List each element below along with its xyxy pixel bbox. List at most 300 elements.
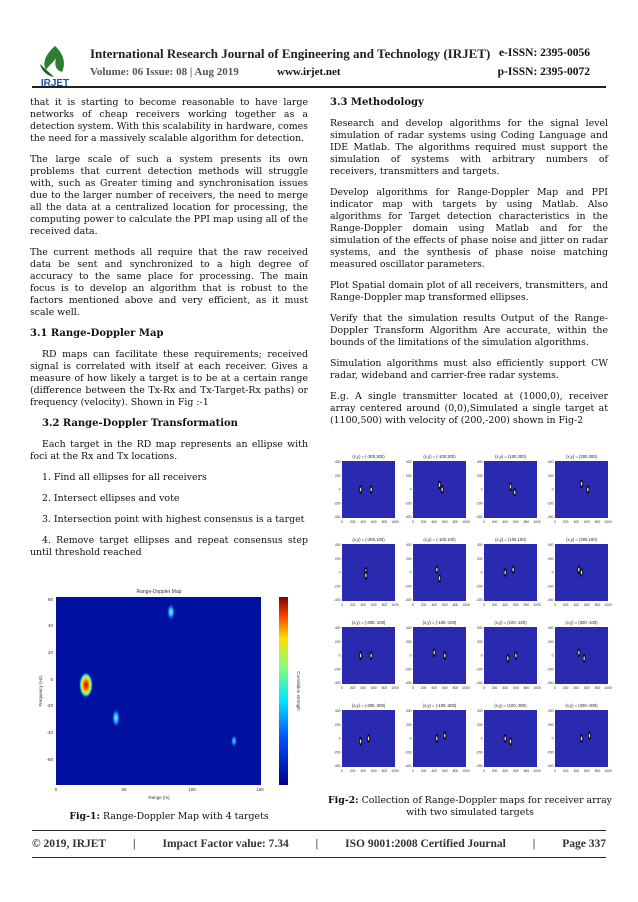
rd-panel-title: (x,y) = (100,-100) (494, 620, 527, 625)
rd-x-tick: 0 (554, 603, 556, 607)
rd-x-tick: 0 (341, 686, 343, 690)
impact-factor: Impact Factor value: 7.34 (162, 838, 289, 850)
rd-y-tick: -400 (404, 681, 412, 685)
paragraph: Research and develop algorithms for the signal level simulation of radar systems using Coding Language and IDE Matlab. The algorithms required must support the simulation of systems with arbitrary numbers of receivers, transmitters and targets. (330, 118, 608, 177)
rd-panel-plot-area (484, 544, 537, 601)
rd-y-tick: 200 (334, 473, 341, 478)
rd-x-tick: 1000 (462, 603, 470, 607)
rd-x-tick: 800 (523, 520, 530, 524)
rd-panel (334, 454, 399, 524)
rd-y-tick: -200 (546, 750, 554, 755)
paragraph: E.g. A single transmitter located at (1000,0), receiver array centered around (0,0),Simulated a single target at (1100,500) with velocity of (200,-200) shown in Fig-2 (330, 391, 608, 426)
svg-text:40: 40 (47, 623, 53, 628)
rd-y-tick: 200 (334, 639, 341, 644)
rd-x-tick: 0 (412, 769, 414, 773)
rd-y-tick: -200 (475, 750, 483, 755)
rd-target-core (439, 483, 440, 487)
rd-x-tick: 200 (420, 520, 427, 524)
rd-x-tick: 0 (412, 686, 414, 690)
rd-target-core (370, 654, 371, 658)
fig1-target-blob (167, 604, 175, 620)
rd-panel-title: (x,y) = (300,100) (566, 537, 597, 542)
rd-panel-title: (x,y) = (300,-300) (565, 703, 598, 708)
paragraph: Each target in the RD map represents an ellipse with foci at the Rx and Tx locations. (30, 439, 308, 462)
rd-x-tick: 400 (573, 769, 580, 773)
rd-y-tick: 200 (405, 722, 412, 727)
rd-x-tick: 200 (562, 769, 569, 773)
rd-y-tick: -400 (475, 598, 483, 602)
svg-text:-20: -20 (46, 703, 53, 708)
rd-panel-plot-area (413, 627, 466, 684)
rd-y-tick: 400 (334, 543, 341, 547)
rd-x-tick: 600 (583, 686, 590, 690)
rd-x-tick: 600 (583, 603, 590, 607)
rd-y-tick: 200 (476, 639, 483, 644)
rd-y-tick: 200 (547, 473, 554, 478)
rd-panel (334, 703, 399, 773)
rd-y-tick: 200 (405, 556, 412, 561)
rd-y-tick: 200 (476, 473, 483, 478)
rd-panel (547, 454, 612, 524)
rd-x-tick: 1000 (533, 769, 541, 773)
rd-y-tick: -400 (546, 764, 554, 768)
rd-y-tick: 0 (480, 653, 483, 658)
rd-y-tick: 0 (338, 653, 341, 658)
paragraph: The current methods all require that the raw received data be sent and synchronized to a high degree of accuracy to the same place for processing. The main focus is to develop an algorithm that is robust to the factors mentioned above and very efficient, as it must scale well. (30, 247, 308, 318)
rd-target-core (360, 739, 361, 743)
rd-panel-title: (x,y) = (100,100) (495, 537, 526, 542)
rd-x-tick: 200 (491, 603, 498, 607)
rd-x-tick: 800 (594, 603, 601, 607)
rd-x-tick: 600 (370, 769, 377, 773)
rd-panel-title: (x,y) = (100,300) (495, 454, 526, 459)
rd-panel-title: (x,y) = (300,300) (566, 454, 597, 459)
rd-x-tick: 200 (491, 520, 498, 524)
rd-target-core (512, 568, 513, 572)
rd-x-tick: 600 (370, 603, 377, 607)
rd-target-core (507, 656, 508, 660)
copyright: © 2019, IRJET (32, 838, 107, 850)
rd-x-tick: 1000 (391, 603, 399, 607)
rd-panel-title: (x,y) = (-300,-300) (351, 703, 386, 708)
rd-y-tick: -400 (475, 515, 483, 519)
rd-panel-title: (x,y) = (-100,100) (423, 537, 456, 542)
rd-panel-title: (x,y) = (-100,-300) (422, 703, 457, 708)
rd-y-tick: 0 (551, 570, 554, 575)
fig1-title: Range-Doppler Map (136, 589, 182, 595)
rd-x-tick: 1000 (462, 769, 470, 773)
paragraph: RD maps can facilitate these requirements; received signal is correlated with itself at each receiver. Gives a measure of how likely a target is to be at a certain range (difference between the Tx-Rx and Tx-Target-Rx paths) or frequency (velocity). Shown in Fig :-1 (30, 349, 308, 408)
pissn: p-ISSN: 2395-0072 (497, 66, 590, 78)
rd-panel-title: (x,y) = (-300,300) (352, 454, 385, 459)
rd-x-tick: 400 (502, 520, 509, 524)
rd-y-tick: -200 (475, 584, 483, 589)
list-item: 1. Find all ellipses for all receivers (42, 472, 207, 483)
rd-target-core (439, 576, 440, 580)
rd-x-tick: 600 (512, 769, 519, 773)
rd-x-tick: 200 (349, 686, 356, 690)
fig1-caption (34, 811, 304, 823)
section-heading-3-1: 3.1 Range-Doppler Map (30, 328, 164, 339)
rd-target-core (581, 482, 582, 486)
rd-target-core (444, 734, 445, 738)
rd-y-tick: -400 (333, 515, 341, 519)
rd-panel-title: (x,y) = (300,-100) (565, 620, 598, 625)
svg-text:-40: -40 (46, 730, 53, 735)
list-item: 2. Intersect ellipses and vote (42, 493, 180, 504)
rd-panel-plot-area (555, 627, 608, 684)
rd-y-tick: 0 (551, 487, 554, 492)
rd-x-tick: 1000 (604, 520, 612, 524)
rd-y-tick: -200 (404, 501, 412, 506)
rd-panel (405, 454, 470, 524)
rd-target-core (505, 737, 506, 741)
volume-issue: Volume: 06 Issue: 08 | Aug 2019 (90, 66, 239, 78)
rd-panel-plot-area (413, 710, 466, 767)
rd-panel-title: (x,y) = (-300,-100) (351, 620, 386, 625)
rd-y-tick: 200 (476, 556, 483, 561)
separator: | (315, 838, 319, 850)
rd-x-tick: 800 (381, 603, 388, 607)
rd-x-tick: 1000 (604, 603, 612, 607)
rd-y-tick: -200 (404, 667, 412, 672)
rd-x-tick: 200 (349, 603, 356, 607)
rd-x-tick: 600 (441, 686, 448, 690)
header-divider (32, 86, 606, 88)
rd-x-tick: 400 (360, 520, 367, 524)
svg-text:100: 100 (188, 787, 196, 792)
rd-x-tick: 600 (370, 520, 377, 524)
svg-text:0: 0 (54, 787, 58, 792)
rd-target-core (444, 654, 445, 658)
rd-y-tick: -200 (475, 667, 483, 672)
rd-x-tick: 1000 (533, 520, 541, 524)
rd-y-tick: 400 (476, 626, 483, 630)
rd-y-tick: 400 (547, 626, 554, 630)
rd-x-tick: 400 (360, 769, 367, 773)
rd-x-tick: 400 (431, 769, 438, 773)
rd-target-core (578, 568, 579, 572)
rd-y-tick: 400 (405, 626, 412, 630)
rd-x-tick: 1000 (604, 686, 612, 690)
rd-x-tick: 400 (360, 686, 367, 690)
rd-x-tick: 800 (523, 603, 530, 607)
rd-x-tick: 1000 (604, 769, 612, 773)
rd-target-core (581, 737, 582, 741)
rd-y-tick: -200 (546, 667, 554, 672)
page-footer (32, 838, 606, 850)
rd-y-tick: 400 (547, 460, 554, 464)
rd-x-tick: 800 (381, 769, 388, 773)
fig1-colorbar (279, 597, 288, 785)
rd-y-tick: 200 (334, 722, 341, 727)
fig1-target-blob (112, 709, 120, 727)
rd-target-core (436, 568, 437, 572)
rd-x-tick: 0 (483, 769, 485, 773)
rd-target-core (581, 571, 582, 575)
paragraph: Verify that the simulation results Output of the Range-Doppler Transform Algorithm Are accurate, within the bounds of the limitations of the simulation algorithms. (330, 313, 608, 348)
rd-x-tick: 800 (594, 769, 601, 773)
rd-x-tick: 600 (441, 769, 448, 773)
rd-x-tick: 400 (431, 520, 438, 524)
rd-panel-title: (x,y) = (-100,-100) (422, 620, 457, 625)
rd-panel (547, 703, 612, 773)
rd-target-core (441, 488, 442, 492)
rd-panel (476, 454, 541, 524)
rd-y-tick: 0 (338, 570, 341, 575)
rd-y-tick: 200 (547, 722, 554, 727)
rd-x-tick: 200 (562, 520, 569, 524)
rd-y-tick: -400 (333, 764, 341, 768)
fig2-caption (328, 795, 612, 819)
rd-panel (476, 703, 541, 773)
iso-certification: ISO 9001:2008 Certified Journal (345, 838, 506, 850)
rd-panel-title: (x,y) = (-100,300) (423, 454, 456, 459)
irjet-logo (34, 44, 76, 88)
range-doppler-map-figure (34, 585, 304, 803)
section-heading-3-2: 3.2 Range-Doppler Transformation (42, 418, 238, 429)
rd-y-tick: -200 (333, 667, 341, 672)
rd-x-tick: 0 (412, 603, 414, 607)
rd-x-tick: 0 (341, 520, 343, 524)
rd-x-tick: 600 (512, 520, 519, 524)
rd-x-tick: 400 (573, 686, 580, 690)
rd-target-core (589, 734, 590, 738)
rd-x-tick: 0 (554, 769, 556, 773)
rd-x-tick: 1000 (462, 686, 470, 690)
rd-y-tick: 0 (409, 570, 412, 575)
rd-x-tick: 0 (554, 686, 556, 690)
rd-x-tick: 200 (562, 603, 569, 607)
right-column (330, 97, 608, 436)
rd-y-tick: 200 (405, 639, 412, 644)
rd-x-tick: 200 (349, 769, 356, 773)
footer-divider (32, 830, 606, 831)
rd-x-tick: 200 (420, 603, 427, 607)
rd-y-tick: 200 (547, 639, 554, 644)
rd-target-core (583, 656, 584, 660)
rd-x-tick: 200 (491, 686, 498, 690)
rd-y-tick: -200 (404, 750, 412, 755)
rd-y-tick: 200 (547, 556, 554, 561)
svg-text:20: 20 (47, 650, 53, 655)
rd-y-tick: -200 (546, 584, 554, 589)
rd-x-tick: 200 (491, 769, 498, 773)
rd-x-tick: 0 (483, 686, 485, 690)
eissn: e-ISSN: 2395-0056 (498, 47, 590, 59)
rd-target-core (434, 651, 435, 655)
rd-x-tick: 200 (420, 769, 427, 773)
rd-x-tick: 200 (349, 520, 356, 524)
svg-text:IRJET: IRJET (40, 78, 70, 88)
page-number: Page 337 (562, 838, 606, 850)
rd-panel (476, 537, 541, 607)
range-doppler-grid-figure (328, 450, 612, 783)
rd-target-core (360, 488, 361, 492)
rd-x-tick: 400 (502, 769, 509, 773)
rd-x-tick: 1000 (533, 603, 541, 607)
svg-text:150: 150 (256, 787, 264, 792)
rd-x-tick: 800 (452, 603, 459, 607)
rd-y-tick: -200 (333, 584, 341, 589)
rd-panel-title: (x,y) = (100,-300) (494, 703, 527, 708)
rd-y-tick: 400 (334, 460, 341, 464)
journal-url[interactable]: www.irjet.net (277, 66, 341, 78)
rd-x-tick: 400 (360, 603, 367, 607)
rd-x-tick: 800 (452, 686, 459, 690)
rd-x-tick: 600 (441, 520, 448, 524)
rd-y-tick: -400 (546, 681, 554, 685)
rd-y-tick: 0 (480, 570, 483, 575)
rd-x-tick: 1000 (391, 686, 399, 690)
rd-x-tick: 0 (412, 520, 414, 524)
rd-y-tick: -200 (546, 501, 554, 506)
rd-x-tick: 0 (554, 520, 556, 524)
rd-x-tick: 1000 (462, 520, 470, 524)
rd-y-tick: 400 (547, 543, 554, 547)
rd-x-tick: 800 (523, 769, 530, 773)
rd-x-tick: 0 (341, 603, 343, 607)
rd-y-tick: -200 (333, 501, 341, 506)
rd-y-tick: 400 (547, 709, 554, 713)
rd-y-tick: -400 (404, 598, 412, 602)
rd-x-tick: 1000 (533, 686, 541, 690)
rd-y-tick: -400 (404, 515, 412, 519)
rd-x-tick: 800 (381, 686, 388, 690)
rd-panel-plot-area (484, 627, 537, 684)
rd-x-tick: 400 (431, 603, 438, 607)
rd-y-tick: 400 (405, 543, 412, 547)
fig1-xlabel: Range (m) (148, 795, 170, 800)
rd-panel-plot-area (413, 461, 466, 518)
rd-target-core (510, 739, 511, 743)
rd-y-tick: 0 (409, 487, 412, 492)
separator: | (532, 838, 536, 850)
rd-panel (334, 620, 399, 690)
rd-target-core (505, 571, 506, 575)
rd-x-tick: 400 (431, 686, 438, 690)
rd-target-core (365, 573, 366, 577)
rd-y-tick: 400 (405, 709, 412, 713)
rd-panel-title: (x,y) = (-300,100) (352, 537, 385, 542)
rd-target-core (368, 737, 369, 741)
rd-panel (476, 620, 541, 690)
rd-panel (405, 537, 470, 607)
rd-panel-plot-area (413, 544, 466, 601)
rd-x-tick: 800 (523, 686, 530, 690)
paragraph: Develop algorithms for Range-Doppler Map and PPI indicator map with targets by using Matlab. Also algorithms for Target detection characteristics in the Range-Doppler domain using Matlab and for the simulation of the effects of phase noise and jitter on radar systems, and the synthesis of phase noise matching measured oscillator parameters. (330, 187, 608, 270)
rd-y-tick: 200 (334, 556, 341, 561)
rd-y-tick: 0 (480, 736, 483, 741)
fig1-target-blob (79, 672, 93, 698)
footer-divider (32, 857, 606, 858)
fig1-target-blob (231, 735, 237, 747)
rd-y-tick: -400 (475, 764, 483, 768)
rd-x-tick: 600 (441, 603, 448, 607)
rd-x-tick: 600 (512, 686, 519, 690)
rd-target-core (587, 488, 588, 492)
rd-y-tick: 0 (480, 487, 483, 492)
list-item: 3. Intersection point with highest consensus is a target (42, 514, 305, 525)
rd-y-tick: 0 (338, 736, 341, 741)
rd-y-tick: 0 (409, 653, 412, 658)
rd-x-tick: 1000 (391, 769, 399, 773)
rd-y-tick: 200 (476, 722, 483, 727)
rd-x-tick: 1000 (391, 520, 399, 524)
fig1-ylabel: Frequency (Hz) (38, 675, 43, 707)
rd-y-tick: -200 (475, 501, 483, 506)
rd-x-tick: 600 (370, 686, 377, 690)
rd-y-tick: 0 (338, 487, 341, 492)
paragraph: Simulation algorithms must also efficiently support CW radar, wideband and carrier-free radar systems. (330, 358, 608, 381)
paragraph: that it is starting to become reasonable to have large networks of cheap receivers working together as a detection system. With this scalability in hardware, comes the need for a massively scalable algorithm for detection. (30, 97, 308, 144)
rd-panel-plot-area (342, 627, 395, 684)
rd-x-tick: 0 (483, 520, 485, 524)
fig2-caption-label: Fig-2: (328, 795, 359, 806)
rd-y-tick: 0 (551, 653, 554, 658)
rd-target-core (510, 485, 511, 489)
rd-x-tick: 600 (583, 769, 590, 773)
rd-x-tick: 800 (594, 686, 601, 690)
fig1-colorbar-label: Correlation strength (296, 671, 301, 711)
rd-target-core (515, 654, 516, 658)
list-item: 4. Remove target ellipses and repeat consensus step until threshold reached (30, 535, 308, 558)
rd-target-core (436, 737, 437, 741)
rd-panel-plot-area (342, 461, 395, 518)
separator: | (133, 838, 136, 850)
rd-x-tick: 800 (452, 769, 459, 773)
rd-target-core (370, 488, 371, 492)
rd-x-tick: 0 (341, 769, 343, 773)
journal-title: International Research Journal of Engineering and Technology (IRJET) (90, 46, 491, 61)
rd-y-tick: -200 (333, 750, 341, 755)
svg-text:0: 0 (50, 677, 53, 682)
rd-y-tick: -400 (333, 681, 341, 685)
rd-panel-plot-area (555, 461, 608, 518)
rd-panel-plot-area (342, 544, 395, 601)
rd-target-core (578, 651, 579, 655)
rd-y-tick: 400 (334, 709, 341, 713)
svg-text:60: 60 (47, 597, 53, 602)
rd-target-core (514, 490, 515, 494)
left-column (30, 97, 308, 568)
rd-y-tick: 400 (476, 709, 483, 713)
rd-x-tick: 800 (594, 520, 601, 524)
rd-y-tick: -400 (333, 598, 341, 602)
rd-panel (547, 537, 612, 607)
fig1-caption-label: Fig-1: (69, 811, 100, 822)
rd-y-tick: -400 (404, 764, 412, 768)
rd-x-tick: 800 (452, 520, 459, 524)
svg-text:50: 50 (121, 787, 127, 792)
rd-x-tick: 200 (562, 686, 569, 690)
paragraph: The large scale of such a system presents its own problems that current detection methods will struggle with, such as Greater timing and synchronisation issues due to the larger number of receivers, the need to merge all the data at a centralized location for processing, the computing power to calculate the PPI map using all of the received data. (30, 154, 308, 237)
rd-y-tick: 0 (409, 736, 412, 741)
rd-x-tick: 400 (573, 520, 580, 524)
rd-x-tick: 600 (583, 520, 590, 524)
svg-text:-60: -60 (46, 757, 53, 762)
rd-x-tick: 400 (502, 603, 509, 607)
rd-x-tick: 400 (502, 686, 509, 690)
rd-panel (405, 620, 470, 690)
rd-x-tick: 600 (512, 603, 519, 607)
fig2-caption-text: Collection of Range-Doppler maps for receiver array with two simulated targets (358, 795, 612, 818)
rd-y-tick: -400 (475, 681, 483, 685)
rd-target-core (360, 654, 361, 658)
paragraph: Plot Spatial domain plot of all receivers, transmitters, and Range-Doppler map transformed ellipses. (330, 280, 608, 303)
rd-y-tick: 400 (476, 543, 483, 547)
fig1-caption-text: Range-Doppler Map with 4 targets (99, 811, 269, 822)
